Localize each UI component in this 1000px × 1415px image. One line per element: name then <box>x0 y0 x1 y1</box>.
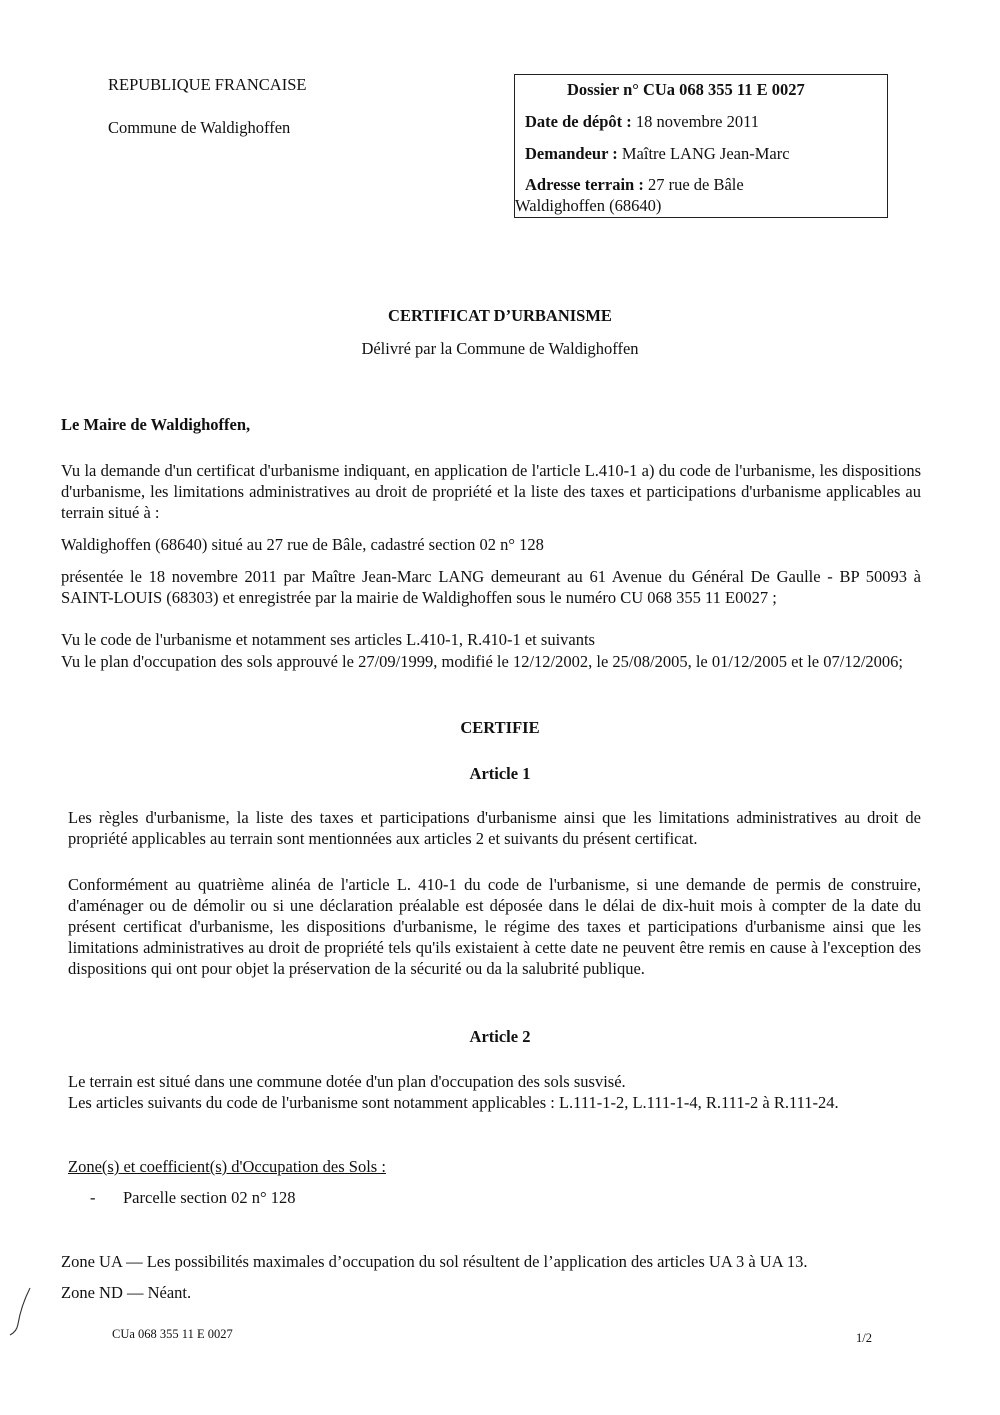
zone-nd: Zone ND — Néant. <box>61 1283 192 1302</box>
presentee-paragraph: présentée le 18 novembre 2011 par Maître Jean-Marc LANG demeurant au 61 Avenue du Général De Gaulle - BP 50093 à SAINT-LOUIS (68303) et enregistrée par la mairie de Waldighoffen sous le numéro CU 068 355 11 E0027 ; <box>61 567 921 607</box>
date-depot-label: Date de dépôt : <box>525 112 632 131</box>
article2-paragraph2: Les articles suivants du code de l'urbanisme sont notamment applicables : L.111-1-2, L.111-1-4, R.111-2 à R.111-24. <box>68 1093 839 1112</box>
maire-heading: Le Maire de Waldighoffen, <box>61 415 251 434</box>
date-depot-value: 18 novembre 2011 <box>631 112 760 131</box>
zone-ua: Zone UA — Les possibilités maximales d’occupation du sol résultent de l’application des articles UA 3 à UA 13. <box>61 1252 808 1271</box>
article2-paragraph1: Le terrain est situé dans une commune dotée d'un plan d'occupation des sols susvisé. <box>68 1072 626 1091</box>
adresse-line2: Waldighoffen (68640) <box>515 196 662 215</box>
page-number: 1/2 <box>856 1331 872 1345</box>
article1-heading: Article 1 <box>469 764 531 783</box>
paraph-mark <box>8 1286 38 1336</box>
terrain-line: Waldighoffen (68640) situé au 27 rue de Bâle, cadastré section 02 n° 128 <box>61 535 544 554</box>
adresse-terrain <box>525 174 744 195</box>
article1-paragraph2: Conformément au quatrième alinéa de l'article L. 410-1 du code de l'urbanisme, si une demande de permis de construire, d'aménager ou de démolir ou si une déclaration préalable est déposée dans le délai de dix-huit mois à compter de la date du présent certificat d'urbanisme, les dispositions d'urbanisme, le régime des taxes et participations d'urbanisme ainsi que les limitations administratives au droit de propriété tels qu'ils existaient à cette date ne peuvent être remis en cause à l'exception des dispositions qui ont pour objet la préservation de la sécurité ou da la salubrité publique. <box>68 875 921 978</box>
certificat-subtitle: Délivré par la Commune de Waldighoffen <box>361 339 639 358</box>
republique-heading: REPUBLIQUE FRANCAISE <box>108 75 307 94</box>
date-depot <box>525 111 759 132</box>
dossier-number: Dossier n° CUa 068 355 11 E 0027 <box>567 80 805 99</box>
vu-demande: Vu la demande d'un certificat d'urbanisme indiquant, en application de l'article L.410-1 a) du code de l'urbanisme, les dispositions d'urbanisme, les limitations administratives au droit de propriété et la liste des taxes et participations d'urbanisme applicables au terrain situé à : <box>61 461 921 522</box>
zone-coefficient-heading: Zone(s) et coefficient(s) d'Occupation des Sols : <box>68 1157 386 1176</box>
adresse-value: 27 rue de Bâle <box>643 175 744 194</box>
parcelle-item: Parcelle section 02 n° 128 <box>123 1188 296 1207</box>
bullet-dash: - <box>90 1188 96 1207</box>
vu-plan: Vu le plan d'occupation des sols approuvé le 27/09/1999, modifié le 12/12/2002, le 25/08/2005, le 01/12/2005 et le 07/12/2006; <box>61 652 903 671</box>
demandeur-label: Demandeur : <box>525 144 618 163</box>
dossier-box <box>514 74 888 218</box>
certifie-heading: CERTIFIE <box>460 718 540 737</box>
certificat-title: CERTIFICAT D’URBANISME <box>388 306 612 325</box>
vu-code: Vu le code de l'urbanisme et notamment ses articles L.410-1, R.410-1 et suivants <box>61 630 595 649</box>
article1-paragraph1: Les règles d'urbanisme, la liste des taxes et participations d'urbanisme ainsi que les limitations administratives au droit de propriété applicables au terrain sont mentionnées aux articles 2 et suivants du présent certificat. <box>68 808 921 848</box>
footer-reference: CUa 068 355 11 E 0027 <box>112 1327 233 1341</box>
demandeur-value: Maître LANG Jean-Marc <box>617 144 790 163</box>
adresse-label: Adresse terrain : <box>525 175 644 194</box>
commune-heading: Commune de Waldighoffen <box>108 118 291 137</box>
article2-heading: Article 2 <box>469 1027 531 1046</box>
demandeur <box>525 143 790 164</box>
